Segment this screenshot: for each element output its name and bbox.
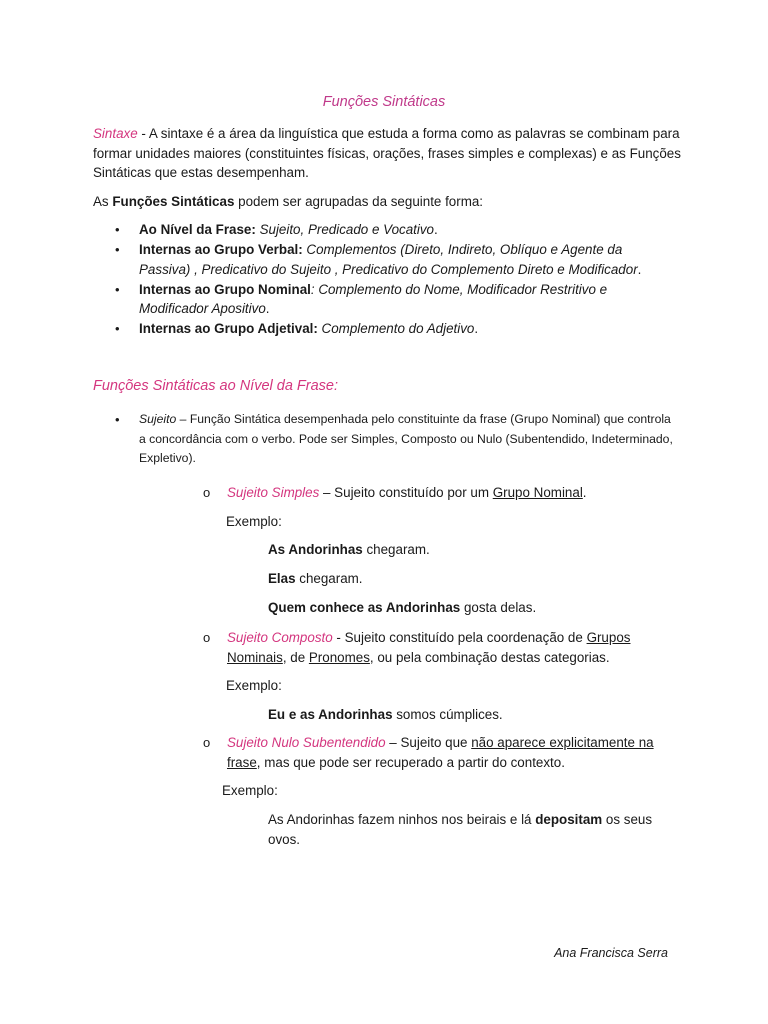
simples-post: . (582, 485, 587, 500)
sujeito-list (115, 410, 675, 469)
bullet-icon: • (115, 281, 120, 297)
example-label: Exemplo: (226, 678, 282, 693)
group-label: Internas ao Grupo Nominal (139, 281, 311, 297)
simples-term: Sujeito Simples (227, 485, 320, 500)
composto-term: Sujeito Composto (227, 630, 333, 645)
nulo-link: não aparece explicitamente na frase (227, 735, 654, 770)
composto-post: , ou pela combinação destas categorias. (369, 649, 610, 665)
simples-link: Grupo Nominal (492, 485, 583, 500)
grouping-pre: As (93, 194, 113, 209)
bullet-icon: • (115, 412, 120, 427)
sub-item-text (227, 733, 677, 772)
group-end: . (637, 261, 642, 277)
example-sentence (268, 705, 678, 725)
example-rest: somos cúmplices. (392, 707, 503, 722)
example-rest: gosta delas. (460, 600, 537, 615)
group-items: : Complemento do Nome, Modificador Restritivo e Modificador Apositivo (139, 281, 608, 316)
intro-text: - A sintaxe é a área da linguística que estuda a forma como as palavras se combinam para formar unidades maiores (constituintes físicas, orações, frases simples e complexas) e as Funções Sintáticas que estas desempenham. (93, 126, 681, 180)
circle-bullet-icon: o (203, 735, 211, 750)
group-end: . (434, 222, 438, 237)
group-items: Sujeito, Predicado e Vocativo (255, 222, 434, 237)
group-end: . (265, 301, 270, 316)
example-bold: Eu e as Andorinhas (268, 707, 393, 722)
composto-mid: , de (282, 649, 309, 665)
group-label: Internas ao Grupo Verbal: (139, 242, 303, 257)
group-items: Complemento do Adjetivo (317, 321, 475, 336)
list-item (115, 319, 675, 339)
list-item (115, 410, 675, 469)
group-label: Ao Nível da Frase: (139, 222, 256, 237)
author-name: Ana Francisca Serra (554, 946, 668, 960)
intro-paragraph (93, 124, 683, 183)
example-sentence (268, 540, 678, 560)
example-bold: Quem conhece as Andorinhas (268, 600, 461, 615)
circle-bullet-icon: o (203, 485, 211, 500)
sujeito-term: Sujeito (139, 412, 177, 426)
circle-bullet-icon: o (203, 630, 211, 645)
section-title: Funções Sintáticas ao Nível da Frase: (93, 378, 339, 394)
nulo-post: , mas que pode ser recuperado a partir do contexto. (256, 754, 565, 770)
bullet-icon: • (115, 222, 120, 237)
list-item (115, 240, 675, 279)
sub-item-text (227, 483, 677, 503)
page-title: Funções Sintáticas (322, 94, 446, 110)
example-label: Exemplo: (222, 783, 278, 798)
example-bold: As Andorinhas (268, 542, 363, 557)
example-sentence (268, 569, 678, 589)
grouping-bold: Funções Sintáticas (112, 194, 235, 209)
group-items: Complementos (Direto, Indireto, Oblíquo e Agente da Passiva) , Predicativo do Sujeito , Predicativo do Complemento Direto e Modificador (139, 242, 638, 277)
example-sentence (268, 810, 668, 849)
bullet-icon: • (115, 242, 120, 257)
bullet-icon: • (115, 321, 120, 336)
sujeito-text: – Função Sintática desempenhada pelo constituinte da frase (Grupo Nominal) que controla a concordância com o verbo. Pode ser Simples, Composto ou Nulo (Subentendido, Indeterminado, Expletivo). (139, 412, 673, 465)
list-item (115, 280, 675, 319)
intro-term: Sintaxe (93, 126, 138, 141)
example-bold: depositam (535, 812, 603, 827)
example-bold: Elas (268, 571, 296, 586)
groups-list (115, 220, 675, 339)
example-post: os seus ovos. (268, 812, 653, 847)
grouping-paragraph (93, 192, 683, 212)
group-end: . (474, 321, 479, 336)
composto-link-pronomes: Pronomes (308, 649, 370, 665)
example-label: Exemplo: (226, 514, 282, 529)
example-rest: chegaram. (362, 542, 430, 557)
example-rest: chegaram. (295, 571, 363, 586)
list-item (115, 220, 675, 240)
grouping-post: podem ser agrupadas da seguinte forma: (234, 194, 484, 209)
composto-link-grupos: Grupos Nominais (227, 630, 631, 665)
nulo-pre: – Sujeito que (385, 735, 472, 750)
example-pre: As Andorinhas fazem ninhos nos beirais e lá (268, 812, 536, 827)
nulo-term: Sujeito Nulo Subentendido (227, 735, 386, 750)
composto-pre: - Sujeito constituído pela coordenação de (332, 630, 587, 645)
group-label: Internas ao Grupo Adjetival: (139, 321, 318, 336)
sub-item-text (227, 628, 677, 667)
example-sentence (268, 598, 678, 618)
simples-pre: – Sujeito constituído por um (319, 485, 493, 500)
